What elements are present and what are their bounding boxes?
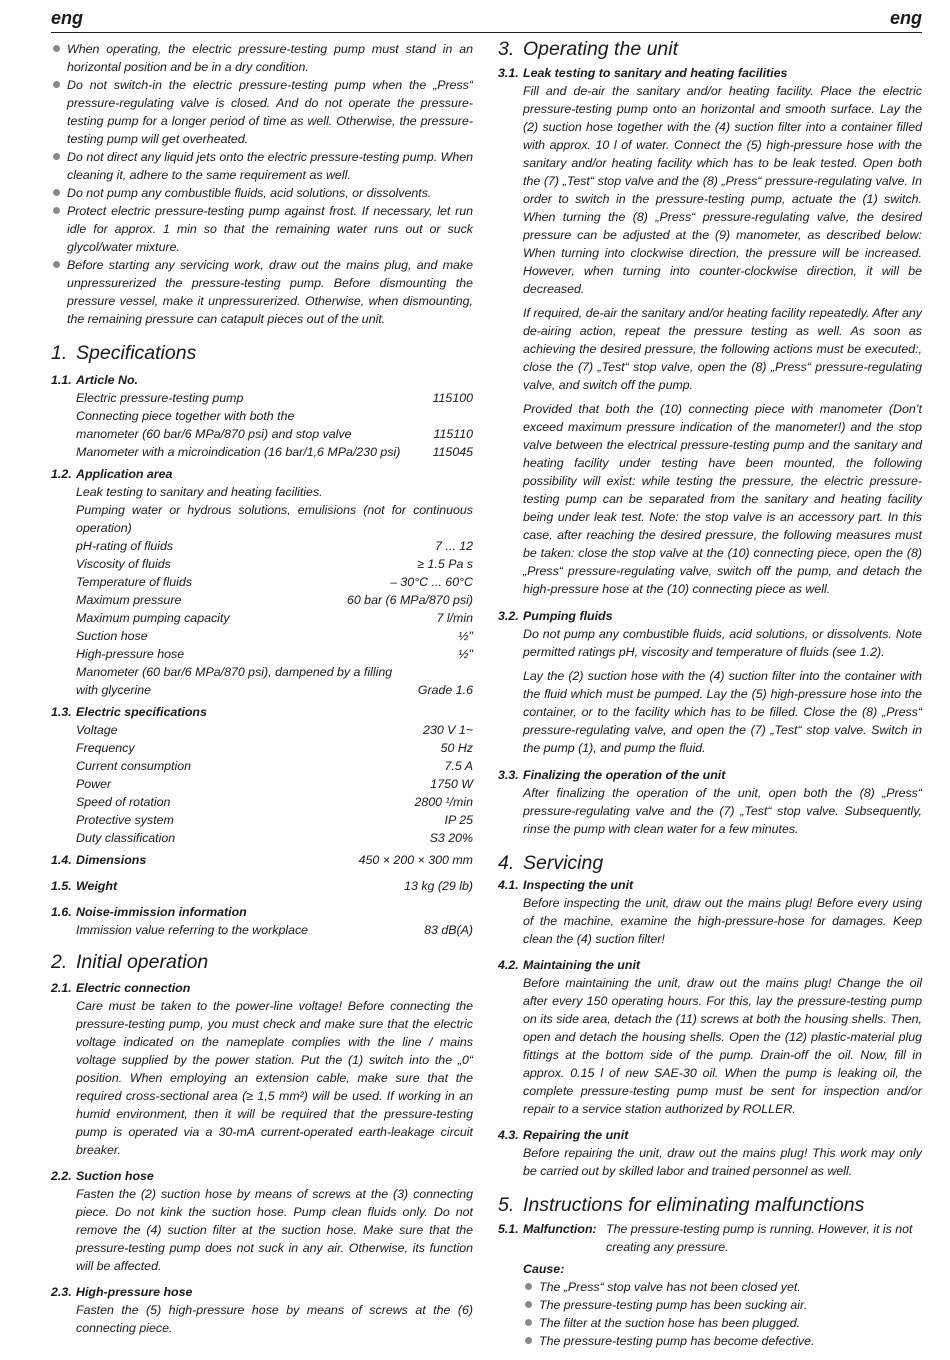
spec-row: Duty classification S3 20% bbox=[76, 831, 473, 845]
malfunction-description: The pressure-testing pump is running. However, it is not creating any pressure. bbox=[606, 1222, 913, 1254]
paragraph: Fasten the (2) suction hose by means of screws at the (3) connecting piece. Do not kink the suction hose. Pump clean fluids only. Do not remove the (4) suction filter at the suction hose. Make sure that the pressure-testing pump does not suck in any air. Otherwise, its function will be affected. bbox=[76, 1187, 473, 1273]
spec-row: Manometer (60 bar/6 MPa/870 psi), dampened by a filling bbox=[76, 665, 393, 679]
subsection-heading-pumping-fluids: 3.2. Pumping fluids bbox=[498, 609, 613, 623]
spec-row: Power 1750 W bbox=[76, 777, 473, 791]
paragraph: Before inspecting the unit, draw out the mains plug! Before every using of the machine, examine the high-pressure-hose for damages. Keep clean the (4) suction filter! bbox=[523, 896, 922, 946]
subsection-heading-leak-testing: 3.1. Leak testing to sanitary and heating facilities bbox=[498, 66, 788, 80]
subsection-heading-suction-hose: 2.2. Suction hose bbox=[51, 1169, 154, 1183]
subsection-heading-maintaining: 4.2. Maintaining the unit bbox=[498, 958, 641, 972]
section-heading-initial-operation: 2. Initial operation bbox=[51, 951, 209, 973]
spec-row: Temperature of fluids – 30°C ... 60°C bbox=[76, 575, 473, 589]
list-item: Before starting any servicing work, draw out the mains plug, and make unpressurerized the pressure-testing pump. Before dismounting the pressure vessel, make it unpressurerized. Otherwise, when dismounting, the remaining pressure can catapult pieces out of the unit. bbox=[51, 256, 473, 328]
paragraph: If required, de-air the sanitary and/or heating facility repeatedly. After any de-airing action, repeat the pressure testing as well. As soon as achieving the desired pressure, the following actions must be executed:, close the (7) „Test“ stop valve, open the (8) „Press“ pressure-regulating valve, and switch off the pump. bbox=[523, 306, 922, 392]
spec-row: Voltage 230 V 1~ bbox=[76, 723, 473, 737]
spec-row: Current consumption 7.5 A bbox=[76, 759, 473, 773]
spec-text: Pumping water or hydrous solutions, emulisions (not for continuous operation) bbox=[76, 503, 473, 535]
subsection-heading-electric-connection: 2.1. Electric connection bbox=[51, 981, 191, 995]
list-item: When operating, the electric pressure-testing pump must stand in an horizontal position and be in a dry condition. bbox=[51, 40, 473, 76]
section-heading-servicing: 4. Servicing bbox=[498, 852, 604, 874]
weight-value: 13 kg (29 lb) bbox=[404, 879, 473, 893]
section-heading-malfunctions: 5. Instructions for eliminating malfunctions bbox=[498, 1194, 865, 1216]
paragraph: Before repairing the unit, draw out the mains plug! This work may only be carried out by skilled labor and trained personnel as well. bbox=[523, 1146, 922, 1178]
spec-row: Speed of rotation 2800 ¹/min bbox=[76, 795, 473, 809]
subsection-heading-high-pressure-hose: 2.3. High-pressure hose bbox=[51, 1285, 193, 1299]
spec-row: Immission value referring to the workplace 83 dB(A) bbox=[76, 923, 473, 937]
spec-row: High-pressure hose ½" bbox=[76, 647, 473, 661]
spec-row: Viscosity of fluids ≥ 1.5 Pa s bbox=[76, 557, 473, 571]
malfunction-entry: 5.1. Malfunction: The pressure-testing pump is running. However, it is not creating any pressure. bbox=[498, 1220, 922, 1256]
spec-text: Leak testing to sanitary and heating facilities. bbox=[76, 485, 323, 499]
paragraph: Lay the (2) suction hose with the (4) suction filter into the container with the fluid which must be pumped. Lay the (5) high-pressure hose into the container, or to the facility which has to be filled. Close the (8) „Press“ pressure-regulating valve, and open the (7) „Test“ stop valve. Switch in the pump (1), and pump the fluid. bbox=[523, 669, 922, 755]
page-header bbox=[51, 6, 922, 33]
language-label-left: eng bbox=[51, 8, 84, 28]
spec-row: Protective system IP 25 bbox=[76, 813, 473, 827]
left-column bbox=[51, 40, 473, 1337]
paragraph: Fasten the (5) high-pressure hose by means of screws at the (6) connecting piece. bbox=[76, 1303, 473, 1335]
spec-row: Electric pressure-testing pump 115100 bbox=[76, 391, 473, 405]
subsection-heading-inspecting: 4.1. Inspecting the unit bbox=[498, 878, 634, 892]
list-item: Protect electric pressure-testing pump against frost. If necessary, let run idle for approx. 1 min so that the remaining water runs out or suck glycol/water mixture. bbox=[51, 202, 473, 256]
safety-bullet-list bbox=[51, 40, 473, 328]
subsection-heading-noise: 1.6. Noise-immission information bbox=[51, 905, 247, 919]
right-column bbox=[498, 40, 922, 1350]
cause-list bbox=[498, 1278, 922, 1350]
spec-row: Connecting piece together with both the bbox=[76, 409, 295, 423]
section-heading-operating-the-unit: 3. Operating the unit bbox=[498, 38, 679, 60]
list-item: The pressure-testing pump has been sucking air. bbox=[523, 1296, 922, 1314]
paragraph: Do not pump any combustible fluids, acid solutions, or dissolvents. Note permitted ratings pH, viscosity and temperature of fluids (see 1.2). bbox=[523, 627, 922, 659]
list-item: Do not pump any combustible fluids, acid solutions, or dissolvents. bbox=[51, 184, 473, 202]
spec-row: Suction hose ½" bbox=[76, 629, 473, 643]
paragraph: Provided that both the (10) connecting piece with manometer (Don’t exceed maximum pressure indication of the manometer!) and the stop valve between the electrical pressure-testing pump and the sanitary and heating facility under testing have been mounted, the following possibility will exist: while testing the pressure, the electric pressure-testing pump can be separated from the sanitary and heating facility being under leak test. Note: the stop valve is an accessory part. In this case, after reaching the desired pressure, the following measures must be taken: close the stop valve at the (10) connecting piece, open the (8) „Press“ pressure-regulating valve, switch off the pump, and detach the high-pressure hose at the (10) connecting piece as well. bbox=[523, 402, 922, 596]
language-label-right: eng bbox=[889, 8, 922, 28]
paragraph: After finalizing the operation of the unit, open both the (8) „Press“ pressure-regulating valve and the (7) „Test“ stop valve. Subsequently, rinse the pump with clean water for a few minutes. bbox=[523, 786, 922, 836]
subsection-heading-finalizing: 3.3. Finalizing the operation of the unit bbox=[498, 768, 726, 782]
list-item: The pressure-testing pump has become defective. bbox=[523, 1332, 922, 1350]
subsection-heading-application-area: 1.2. Application area bbox=[51, 467, 173, 481]
subsection-heading-article-no: 1.1. Article No. bbox=[51, 373, 138, 387]
paragraph: Care must be taken to the power-line voltage! Before connecting the pressure-testing pump, you must check and make sure that the electric voltage indicated on the nameplate complies with the line / mains voltage supplied by the power station. Put the (1) switch into the „0“ position. When employing an extension cable, make sure that the required cross-sectional area (≥ 1,5 mm²) will be used. If working in an humid environment, then it will be required that the pressure-testing pump is operated via a 30-mA current-operated earth-leakage circuit breaker. bbox=[76, 999, 473, 1157]
spec-row: Maximum pumping capacity 7 l/min bbox=[76, 611, 473, 625]
paragraph: Fill and de-air the sanitary and/or heating facility. Place the electric pressure-testing pump onto an horizontal and smooth surface. Lay the (2) suction hose together with the (4) suction filter into a container filled with approx. 10 l of water. Connect the (5) high-pressure hose with the sanitary and/or heating facility which has to be leak tested. Open both the (7) „Test“ stop valve and the (8) „Press“ pressure-regulating valve. In order to switch in the pressure-testing pump, actuate the (1) switch. When turning the (8) „Press“ pressure-regulating valve, the desired pressure can be adjusted at the (9) manometer, as described below: When turning into clockwise direction, the pressure will be increased. However, when turning into counter-clockwise direction, it will be decreased. bbox=[523, 84, 922, 296]
spec-row: manometer (60 bar/6 MPa/870 psi) and stop valve 115110 bbox=[76, 427, 473, 441]
spec-row: pH-rating of fluids 7 ... 12 bbox=[76, 539, 473, 553]
list-item: Do not direct any liquid jets onto the electric pressure-testing pump. When cleaning it, adhere to the same requirement as well. bbox=[51, 148, 473, 184]
list-item: The filter at the suction hose has been plugged. bbox=[523, 1314, 922, 1332]
list-item: Do not switch-in the electric pressure-testing pump when the „Press“ pressure-regulating valve is closed. And do not operate the pressure-testing pump for a longer period of time as well. Otherwise, the pressure-testing pump will get overheated. bbox=[51, 76, 473, 148]
spec-row: Frequency 50 Hz bbox=[76, 741, 473, 755]
subsection-heading-electric-specifications: 1.3. Electric specifications bbox=[51, 705, 207, 719]
spec-row: Manometer with a microindication (16 bar/1,6 MPa/230 psi) 115045 bbox=[76, 445, 473, 459]
subsection-heading-dimensions: 1.4. Dimensions 450 × 200 × 300 mm bbox=[51, 853, 473, 867]
spec-row: Maximum pressure 60 bar (6 MPa/870 psi) bbox=[76, 593, 473, 607]
section-heading-specifications: 1. Specifications bbox=[51, 342, 197, 364]
subsection-heading-weight: 1.5. Weight 13 kg (29 lb) bbox=[51, 879, 473, 893]
dimensions-value: 450 × 200 × 300 mm bbox=[358, 853, 473, 867]
subsection-heading-repairing: 4.3. Repairing the unit bbox=[498, 1128, 629, 1142]
cause-label: Cause: bbox=[523, 1262, 565, 1276]
list-item: The „Press“ stop valve has not been closed yet. bbox=[523, 1278, 922, 1296]
paragraph: Before maintaining the unit, draw out the mains plug! Change the oil after every 150 operating hours. For this, lay the pressure-testing pump on its side area, detach the (11) screws at both the housing shells. Then, open and detach the housing shells. Open the (12) plastic-material plug fittings at the bottom side of the pump. Drain-off the oil. Now, fill in approx. 0.15 l of new SAE-30 oil. When the pump is leaking oil, the complete pressure-testing pump must be sent for inspection and/or repair to a service station authorized by ROLLER. bbox=[523, 976, 922, 1116]
spec-row: with glycerine Grade 1.6 bbox=[76, 683, 473, 697]
